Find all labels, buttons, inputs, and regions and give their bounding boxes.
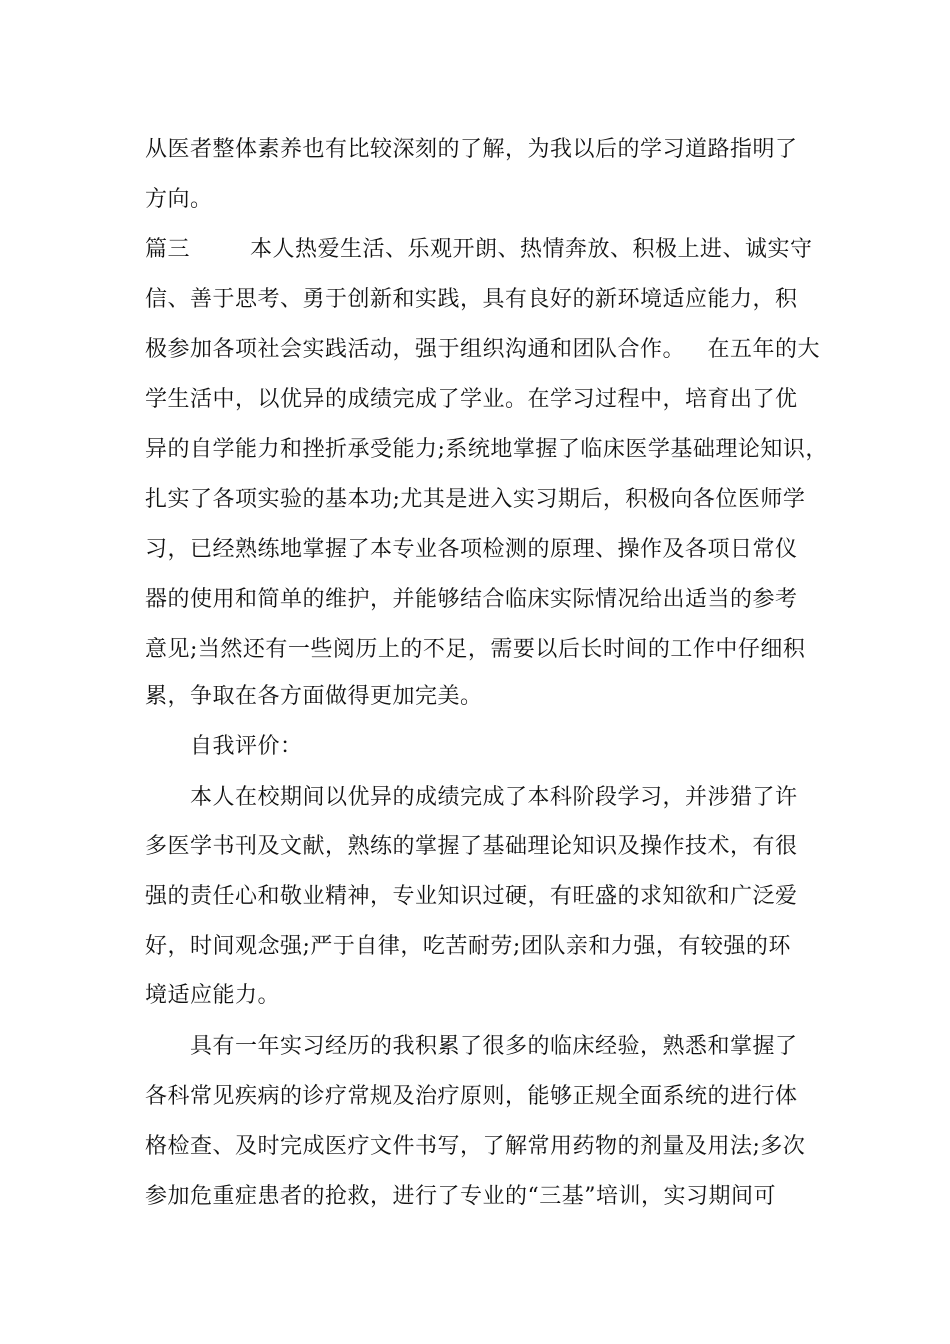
text-line: 极参加各项社会实践活动，强于组织沟通和团队合作。 在五年的大	[145, 337, 820, 362]
text-line: 各科常见疾病的诊疗常规及治疗原则，能够正规全面系统的进行体	[145, 1084, 798, 1109]
text-line: 异的自学能力和挫折承受能力;系统地掌握了临床医学基础理论知识，	[145, 437, 828, 462]
text-line: 信、善于思考、勇于创新和实践，具有良好的新环境适应能力，积	[145, 287, 798, 312]
text-line: 强的责任心和敬业精神，专业知识过硬，有旺盛的求知欲和广泛爱	[145, 884, 798, 909]
text-line: 扎实了各项实验的基本功;尤其是进入实习期后，积极向各位医师学	[145, 487, 806, 512]
text-line: 从医者整体素养也有比较深刻的了解，为我以后的学习道路指明了	[145, 137, 798, 162]
text-line: 器的使用和简单的维护，并能够结合临床实际情况给出适当的参考	[145, 587, 798, 612]
text-line: 学生活中，以优异的成绩完成了学业。在学习过程中，培育出了优	[145, 387, 798, 412]
text-line: 具有一年实习经历的我积累了很多的临床经验，熟悉和掌握了	[190, 1034, 798, 1059]
section-heading: 自我评价：	[190, 734, 303, 759]
text-line: 境适应能力。	[145, 983, 281, 1008]
text-line: 累，争取在各方面做得更加完美。	[145, 684, 483, 709]
text-line: 本人在校期间以优异的成绩完成了本科阶段学习，并涉猎了许	[190, 785, 798, 810]
text-line: 意见;当然还有一些阅历上的不足，需要以后长时间的工作中仔细积	[145, 637, 806, 662]
text-line: 格检查、及时完成医疗文件书写，了解常用药物的剂量及用法;多次	[145, 1134, 806, 1159]
text-line: 参加危重症患者的抢救，进行了专业的“三基”培训，实习期间可	[145, 1184, 776, 1209]
text-line: 方向。	[145, 187, 213, 212]
text-line: 好，时间观念强;严于自律，吃苦耐劳;团队亲和力强，有较强的环	[145, 934, 791, 959]
text-line: 多医学书刊及文献，熟练的掌握了基础理论知识及操作技术，有很	[145, 834, 798, 859]
text-line: 篇三 本人热爱生活、乐观开朗、热情奔放、积极上进、诚实守	[145, 237, 813, 262]
text-line: 习，已经熟练地掌握了本专业各项检测的原理、操作及各项日常仪	[145, 537, 798, 562]
